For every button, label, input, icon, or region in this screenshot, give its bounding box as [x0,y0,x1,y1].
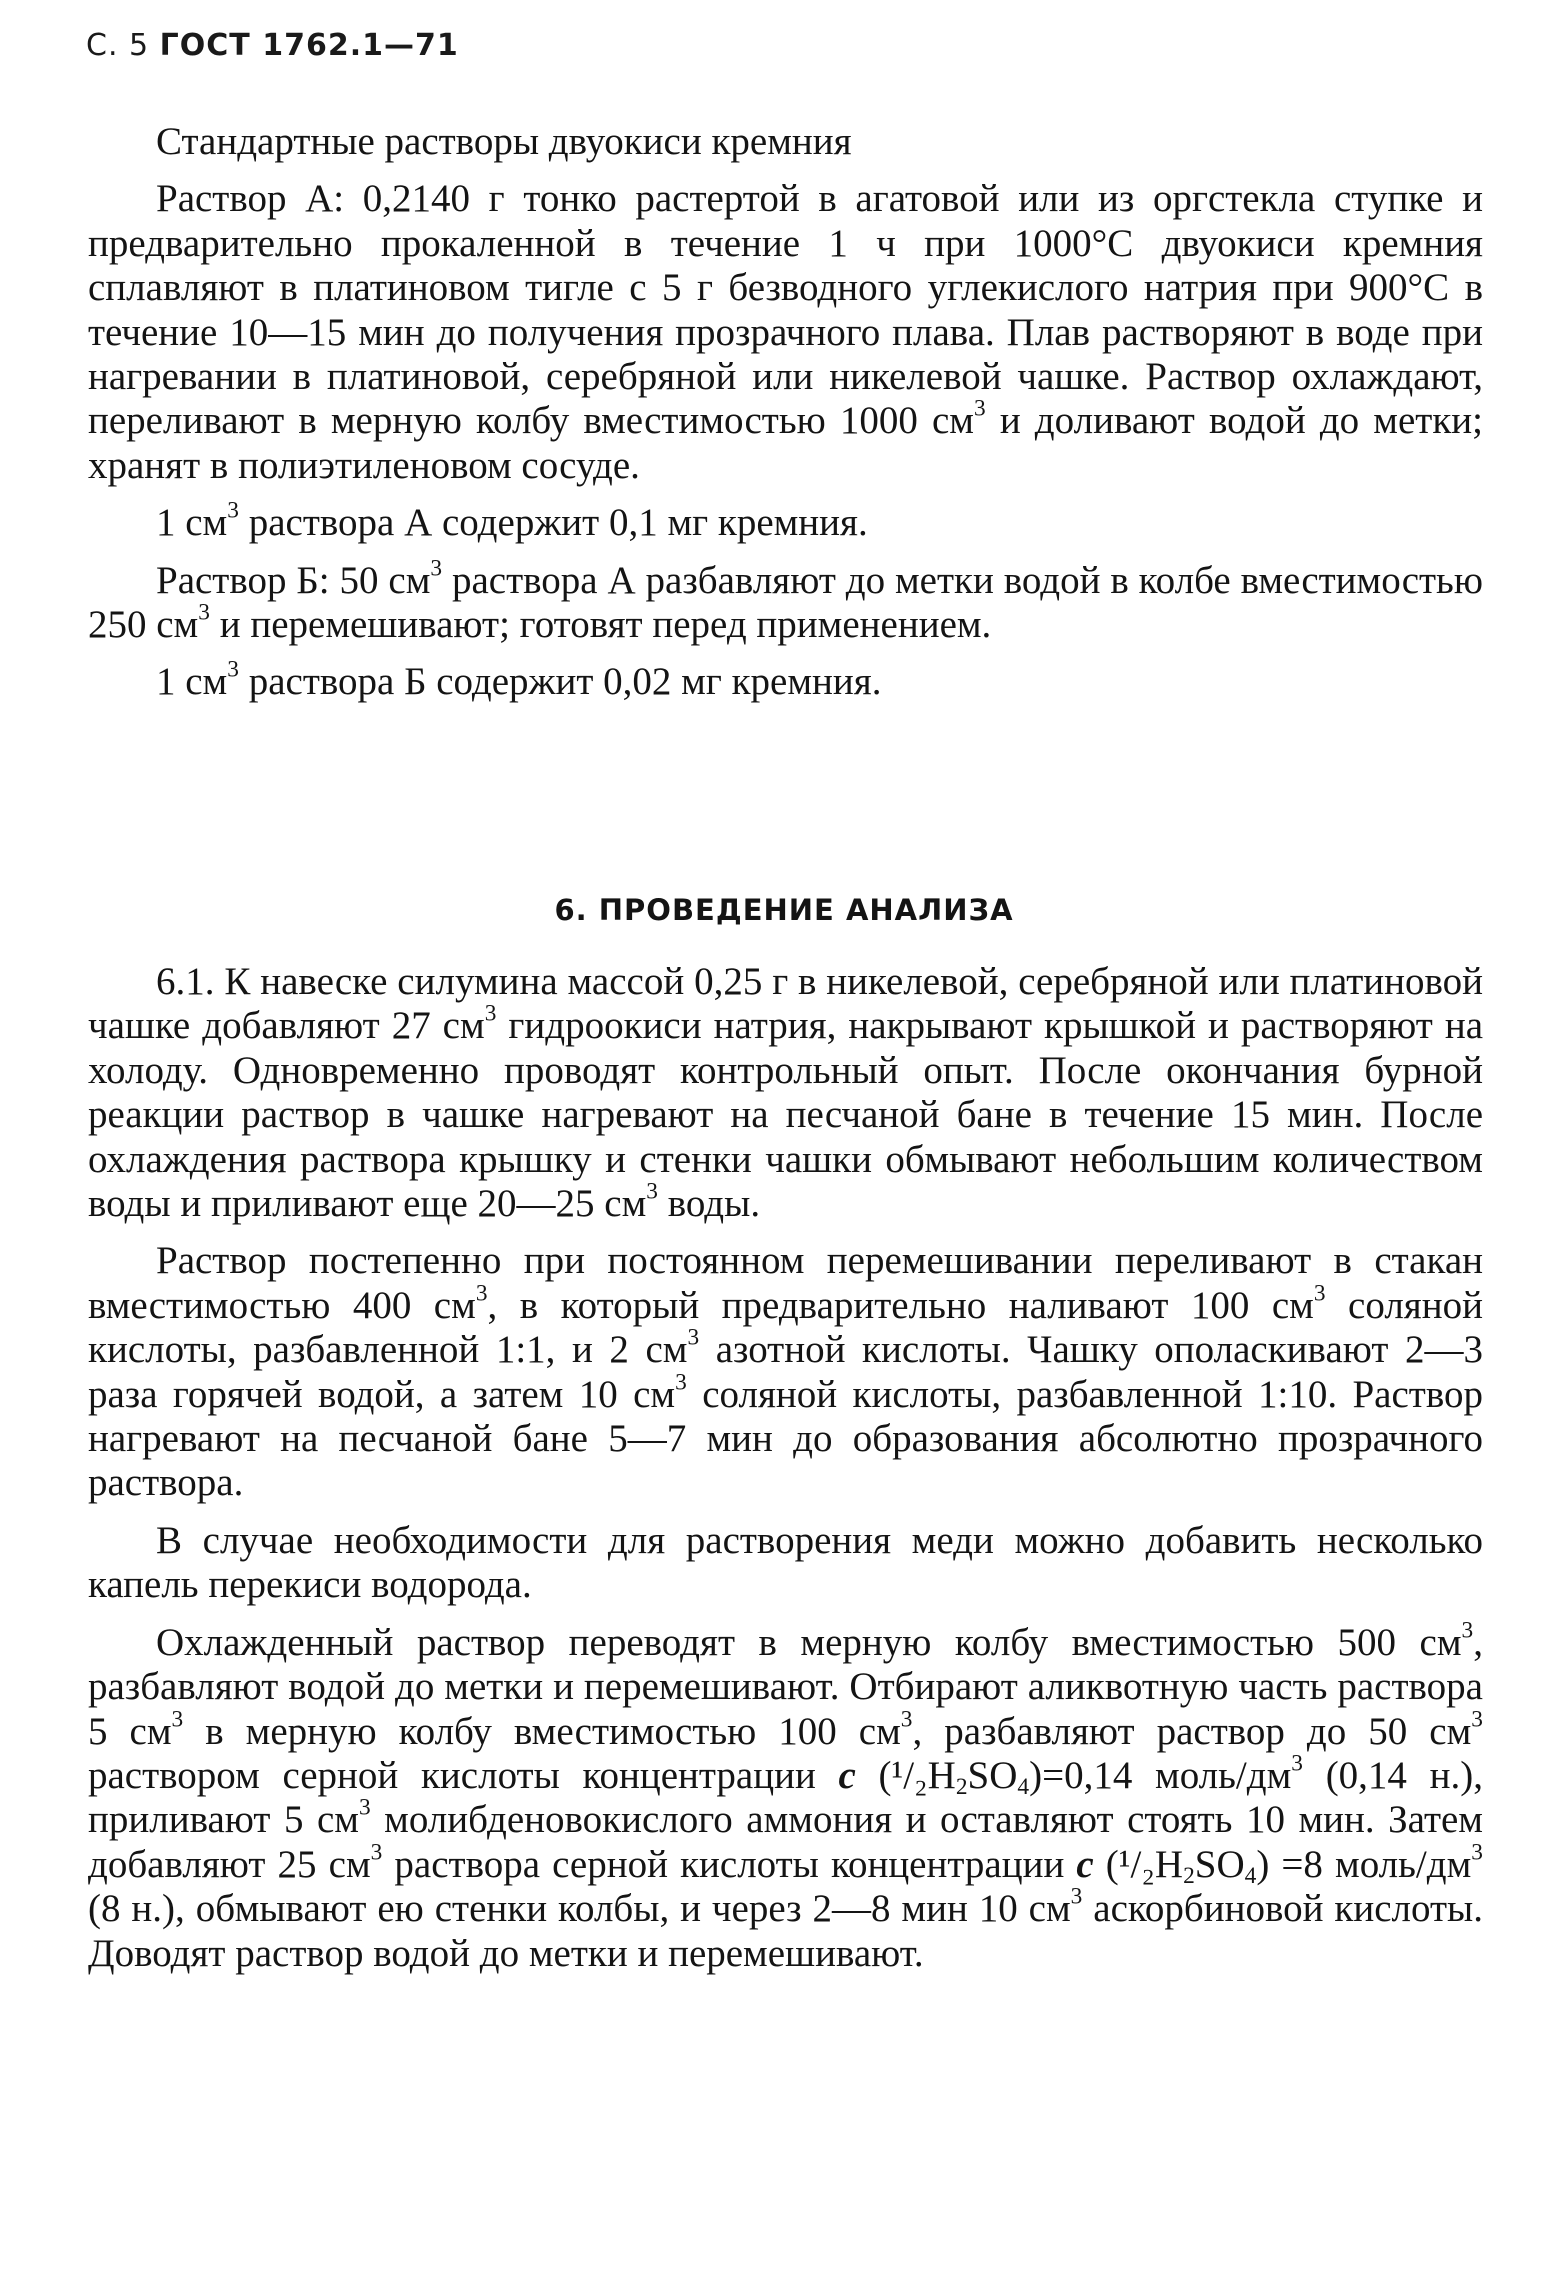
section-heading: 6. ПРОВЕДЕНИЕ АНАЛИЗА [554,893,1014,927]
paragraph-solution-b: Раствор Б: 50 $см^3$ раствора А разбавляют до метки водой в колбе вместимостью 250 $см^3$ и перемешивают; готовят перед применением. [88,555,1483,647]
paragraph-cooled-solution: Охлажденный раствор переводят в мерную колбу вместимостью 500 $см^3$, разбавляют водой до метки и перемешивают. Отбирают аликвотную часть раствора 5 $см^3$ в мерную колбу вместимостью 100 $см^3$, разбавляют раствор до 50 $см^3$ раствором серной кислоты концентрации с $(^1/_2H_2SO_4)=0,14$ моль/$дм^3$ (0,14 н.), приливают 5 $см^3$ молибденовокислого аммония и оставляют стоять 10 мин. Затем добавляют 25 $см^3$ раствора серной кислоты концентрации с $(^1/_2H_2SO_4) =8$ моль/$дм^3$ (8 н.), обмывают ею стенки колбы, и через 2—8 мин 10 $см^3$ аскорбиновой кислоты. Доводят раствор водой до метки и перемешивают. [88,1617,1483,1975]
page-label: С. 5 [86,28,150,63]
page-header [86,28,459,63]
paragraph-pouring: Раствор постепенно при постоянном перемешивании переливают в стакан вместимостью 400 $см^3$, в который предварительно наливают 100 $см^3$ соляной кислоты, разбавленной 1:1, и 2 $см^3$ азотной кислоты. Чашку ополаскивают 2—3 раза горячей водой, а затем 10 $см^3$ соляной кислоты, разбавленной 1:10. Раствор нагревают на песчаной бане 5—7 мин до образования абсолютно прозрачного раствора. [88,1239,1483,1505]
paragraph-6-1: 6.1. К навеске силумина массой 0,25 г в никелевой, серебряной или платиновой чашке добавляют 27 $см^3$ гидроокиси натрия, накрывают крышкой и растворяют на холоду. Одновременно проводят контрольный опыт. После окончания бурной реакции раствор в чашке нагревают на песчаной бане в течение 15 мин. После охлаждения раствора крышку и стенки чашки обмывают небольшим количеством воды и приливают еще 20—25 $см^3$ воды. [88,960,1484,1226]
paragraph-solution-b-content: 1 $см^3$ раствора Б содержит 0,02 мг кремния. [156,656,882,704]
standard-solutions-block [88,120,1483,718]
standard-number: ГОСТ 1762.1—71 [159,28,459,63]
paragraph-solution-a: Раствор А: 0,2140 г тонко растертой в агатовой или из оргстекла ступке и предварительно прокаленной в течение 1 ч при 1000°С двуокиси кремния сплавляют в платиновом тигле с 5 г безводного углекислого натрия при 900°С в течение 10—15 мин до получения прозрачного плава. Плав растворяют в воде при нагревании в платиновой, серебряной или никелевой чашке. Раствор охлаждают, переливают в мерную колбу вместимостью 1000 $см^3$ и доливают водой до метки; хранят в полиэтиленовом сосуде. [88,177,1483,487]
paragraph-copper: В случае необходимости для растворения меди можно добавить несколько капель перекиси водорода. [88,1518,1483,1607]
paragraph-solution-a-content: 1 $см^3$ раствора А содержит 0,1 мг кремния. [156,497,868,545]
subsection-title: Стандартные растворы двуокиси кремния [156,120,852,163]
analysis-block [88,960,1483,1989]
